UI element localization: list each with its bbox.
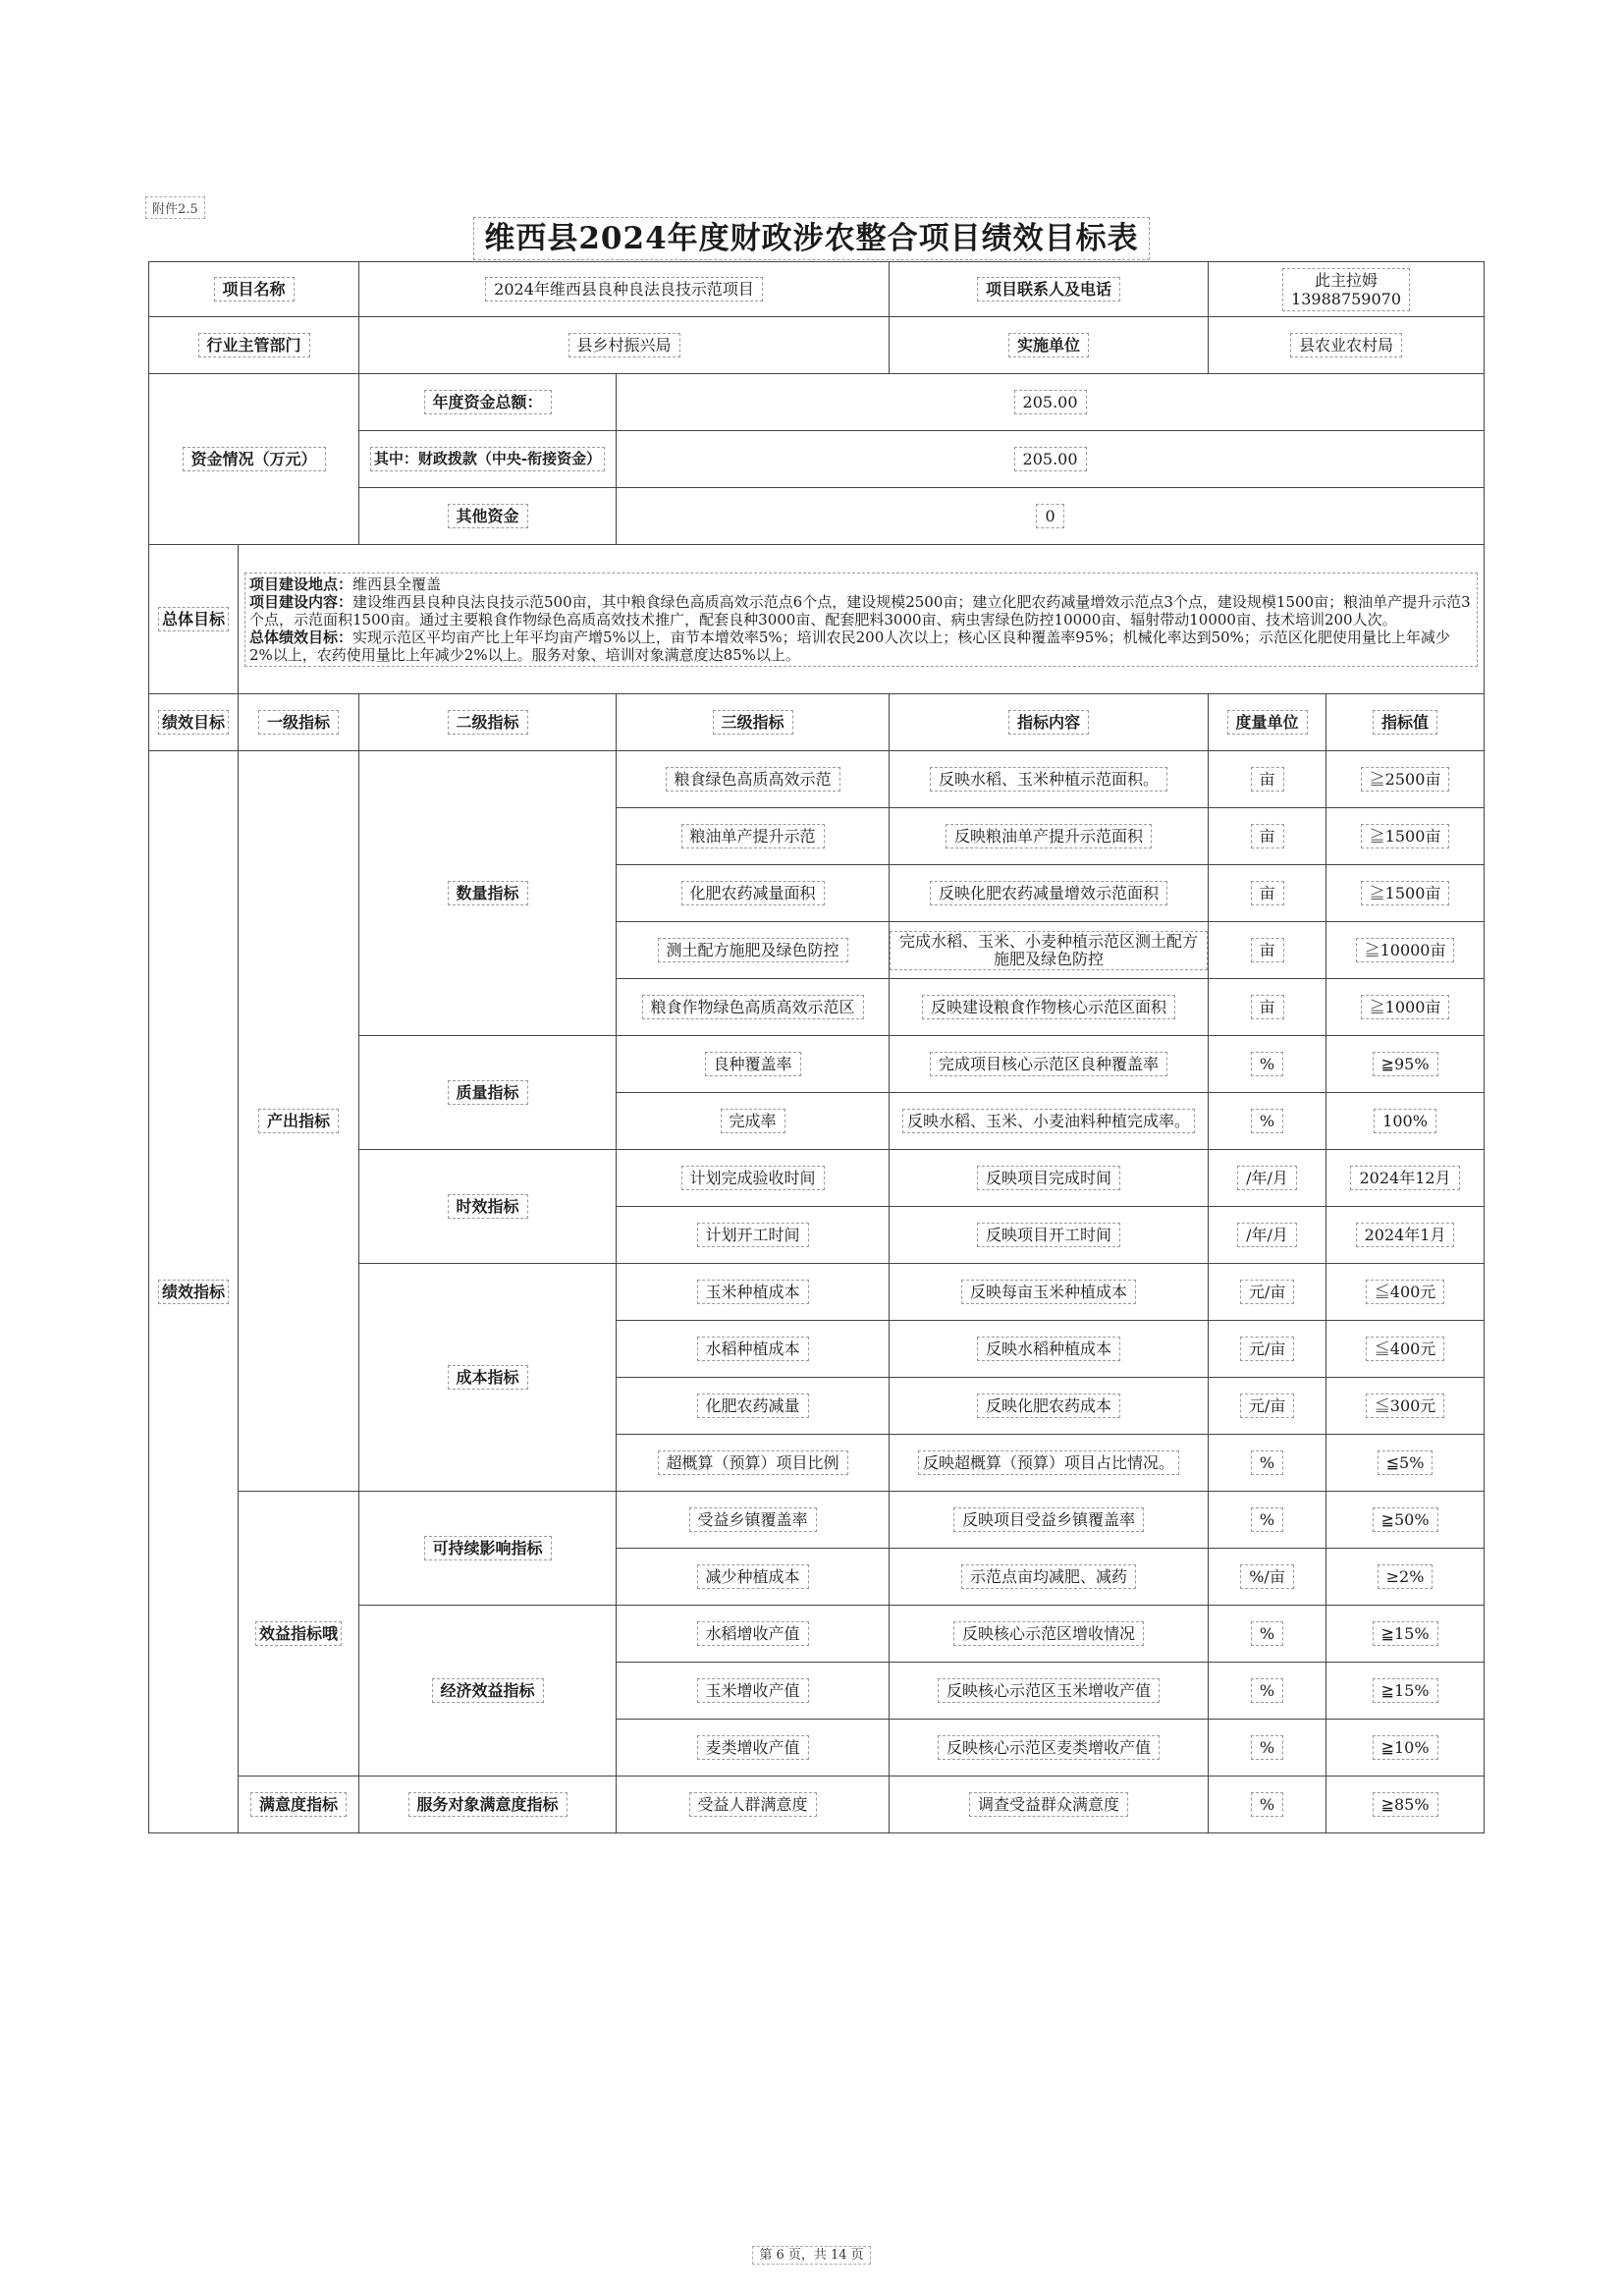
row-unit: /年/月 [1209, 1207, 1326, 1264]
row-value: ≧95% [1326, 1036, 1485, 1093]
funds-label: 资金情况（万元） [149, 374, 359, 545]
row-l3: 计划开工时间 [617, 1207, 890, 1264]
funds-other-value: 0 [617, 488, 1485, 545]
row-content: 反映项目完成时间 [890, 1150, 1209, 1207]
table-row [149, 1492, 1485, 1549]
row-l3: 玉米增收产值 [617, 1663, 890, 1720]
row-l3: 测土配方施肥及绿色防控 [617, 922, 890, 979]
dept-value: 县乡村振兴局 [359, 317, 890, 374]
row-value: ≦400元 [1326, 1264, 1485, 1321]
row-l3: 减少种植成本 [617, 1549, 890, 1606]
row-value: ≧85% [1326, 1777, 1485, 1833]
row-unit: % [1209, 1606, 1326, 1663]
row-content: 示范点亩均减肥、减药 [890, 1549, 1209, 1606]
row-unit: 亩 [1209, 808, 1326, 865]
perf-indicator-label: 绩效指标 [149, 751, 239, 1833]
row-content: 反映项目开工时间 [890, 1207, 1209, 1264]
row-value: ≦300元 [1326, 1378, 1485, 1435]
page-footer: 第 6 页，共 14 页 [0, 2244, 1623, 2263]
dept-label: 行业主管部门 [149, 317, 359, 374]
row-l3: 受益乡镇覆盖率 [617, 1492, 890, 1549]
row-l3: 良种覆盖率 [617, 1036, 890, 1093]
row-l3: 化肥农药减量面积 [617, 865, 890, 922]
row-value: ≧50% [1326, 1492, 1485, 1549]
row-unit: % [1209, 1435, 1326, 1492]
row-content: 反映核心示范区玉米增收产值 [890, 1663, 1209, 1720]
row-unit: % [1209, 1036, 1326, 1093]
row-unit: 亩 [1209, 751, 1326, 808]
group-service: 服务对象满意度指标 [359, 1777, 617, 1833]
row-l3: 计划完成验收时间 [617, 1150, 890, 1207]
group-timeliness: 时效指标 [359, 1150, 617, 1264]
row-l3: 麦类增收产值 [617, 1720, 890, 1777]
row-l3: 粮食绿色高质高效示范 [617, 751, 890, 808]
header-level1: 一级指标 [239, 694, 359, 751]
impl-label: 实施单位 [890, 317, 1209, 374]
row-unit: % [1209, 1720, 1326, 1777]
group-satisfaction: 满意度指标 [239, 1777, 359, 1833]
overall-goal-label: 总体目标 [149, 545, 239, 694]
funds-fiscal-label: 其中：财政拨款（中央-衔接资金） [359, 431, 617, 488]
funds-other-label: 其他资金 [359, 488, 617, 545]
row-value: ≧10% [1326, 1720, 1485, 1777]
row-content: 反映建设粮食作物核心示范区面积 [890, 979, 1209, 1036]
impl-value: 县农业农村局 [1209, 317, 1485, 374]
row-l3: 粮食作物绿色高质高效示范区 [617, 979, 890, 1036]
row-unit: 元/亩 [1209, 1264, 1326, 1321]
row-l3: 化肥农药减量 [617, 1378, 890, 1435]
row-content: 反映核心示范区麦类增收产值 [890, 1720, 1209, 1777]
funds-total-label: 年度资金总额： [359, 374, 617, 431]
row-content: 调查受益群众满意度 [890, 1777, 1209, 1833]
row-l3: 超概算（预算）项目比例 [617, 1435, 890, 1492]
row-l3: 玉米种植成本 [617, 1264, 890, 1321]
group-benefit: 效益指标哦 [239, 1492, 359, 1777]
row-value: ≧10000亩 [1326, 922, 1485, 979]
row-l3: 粮油单产提升示范 [617, 808, 890, 865]
row-value: ≧2500亩 [1326, 751, 1485, 808]
row-l3: 完成率 [617, 1093, 890, 1150]
row-content: 反映超概算（预算）项目占比情况。 [890, 1435, 1209, 1492]
row-value: 2024年12月 [1326, 1150, 1485, 1207]
row-value: ≥2% [1326, 1549, 1485, 1606]
header-level2: 二级指标 [359, 694, 617, 751]
row-unit: 亩 [1209, 922, 1326, 979]
contact-value: 此主拉姆 13988759070 [1209, 262, 1485, 317]
row-value: ≧1000亩 [1326, 979, 1485, 1036]
contact-label: 项目联系人及电话 [890, 262, 1209, 317]
row-content: 反映核心示范区增收情况 [890, 1606, 1209, 1663]
page-title: 维西县2024年度财政涉农整合项目绩效目标表 [0, 217, 1623, 260]
row-l3: 受益人群满意度 [617, 1777, 890, 1833]
row-unit: 元/亩 [1209, 1321, 1326, 1378]
performance-target-table [148, 261, 1485, 1833]
row-content: 反映项目受益乡镇覆盖率 [890, 1492, 1209, 1549]
row-value: ≦5% [1326, 1435, 1485, 1492]
row-value: ≧1500亩 [1326, 808, 1485, 865]
group-quality: 质量指标 [359, 1036, 617, 1150]
row-unit: /年/月 [1209, 1150, 1326, 1207]
header-level3: 三级指标 [617, 694, 890, 751]
row-unit: 亩 [1209, 865, 1326, 922]
group-output: 产出指标 [239, 751, 359, 1492]
group-economic: 经济效益指标 [359, 1606, 617, 1777]
row-content: 完成水稻、玉米、小麦种植示范区测土配方施肥及绿色防控 [890, 922, 1209, 979]
row-value: 2024年1月 [1326, 1207, 1485, 1264]
attachment-label: 附件2.5 [145, 196, 205, 219]
row-unit: 亩 [1209, 979, 1326, 1036]
row-l3: 水稻增收产值 [617, 1606, 890, 1663]
row-value: ≧1500亩 [1326, 865, 1485, 922]
row-unit: % [1209, 1777, 1326, 1833]
header-perf-goal: 绩效目标 [149, 694, 239, 751]
row-unit: %/亩 [1209, 1549, 1326, 1606]
project-name-label: 项目名称 [149, 262, 359, 317]
table-row [149, 751, 1485, 808]
header-value: 指标值 [1326, 694, 1485, 751]
overall-goal-text: 项目建设地点：维西县全覆盖 项目建设内容：建设维西县良种良法良技示范500亩，其中粮食绿色高质高效示范点6个点，建设规模2500亩；建立化肥农药减量增效示范点3个点，建设规模1500亩；粮油单产提升示范3个点，示范面积1500亩。通过主要粮食作物绿色高质高效技术推广，配套良种3000亩、配套肥料3000亩、病虫害绿色防控10000亩、辐射带动10000亩、技术培训200人次。 总体绩效目标：实现示范区平均亩产比上年平均亩产增5%以上，亩节本增效率5%；培训农民200人次以上；核心区良种覆盖率95%；机械化率达到50%；示范区化肥使用量比上年减少2%以上，农药使用量比上年减少2%以上。服务对象、培训对象满意度达85%以上。 [239, 545, 1485, 694]
row-value: 100% [1326, 1093, 1485, 1150]
row-unit: 元/亩 [1209, 1378, 1326, 1435]
row-value: ≧15% [1326, 1606, 1485, 1663]
table-row [149, 1777, 1485, 1833]
row-l3: 水稻种植成本 [617, 1321, 890, 1378]
row-value: ≧15% [1326, 1663, 1485, 1720]
row-content: 反映水稻种植成本 [890, 1321, 1209, 1378]
row-unit: % [1209, 1492, 1326, 1549]
row-unit: % [1209, 1093, 1326, 1150]
row-content: 反映化肥农药成本 [890, 1378, 1209, 1435]
row-content: 反映水稻、玉米、小麦油料种植完成率。 [890, 1093, 1209, 1150]
row-unit: % [1209, 1663, 1326, 1720]
row-content: 完成项目核心示范区良种覆盖率 [890, 1036, 1209, 1093]
row-value: ≦400元 [1326, 1321, 1485, 1378]
header-content: 指标内容 [890, 694, 1209, 751]
header-unit: 度量单位 [1209, 694, 1326, 751]
project-name-value: 2024年维西县良种良法良技示范项目 [359, 262, 890, 317]
group-sustainable: 可持续影响指标 [359, 1492, 617, 1606]
row-content: 反映粮油单产提升示范面积 [890, 808, 1209, 865]
group-quantity: 数量指标 [359, 751, 617, 1036]
row-content: 反映每亩玉米种植成本 [890, 1264, 1209, 1321]
row-content: 反映化肥农药减量增效示范面积 [890, 865, 1209, 922]
row-content: 反映水稻、玉米种植示范面积。 [890, 751, 1209, 808]
funds-total-value: 205.00 [617, 374, 1485, 431]
group-cost: 成本指标 [359, 1264, 617, 1492]
funds-fiscal-value: 205.00 [617, 431, 1485, 488]
